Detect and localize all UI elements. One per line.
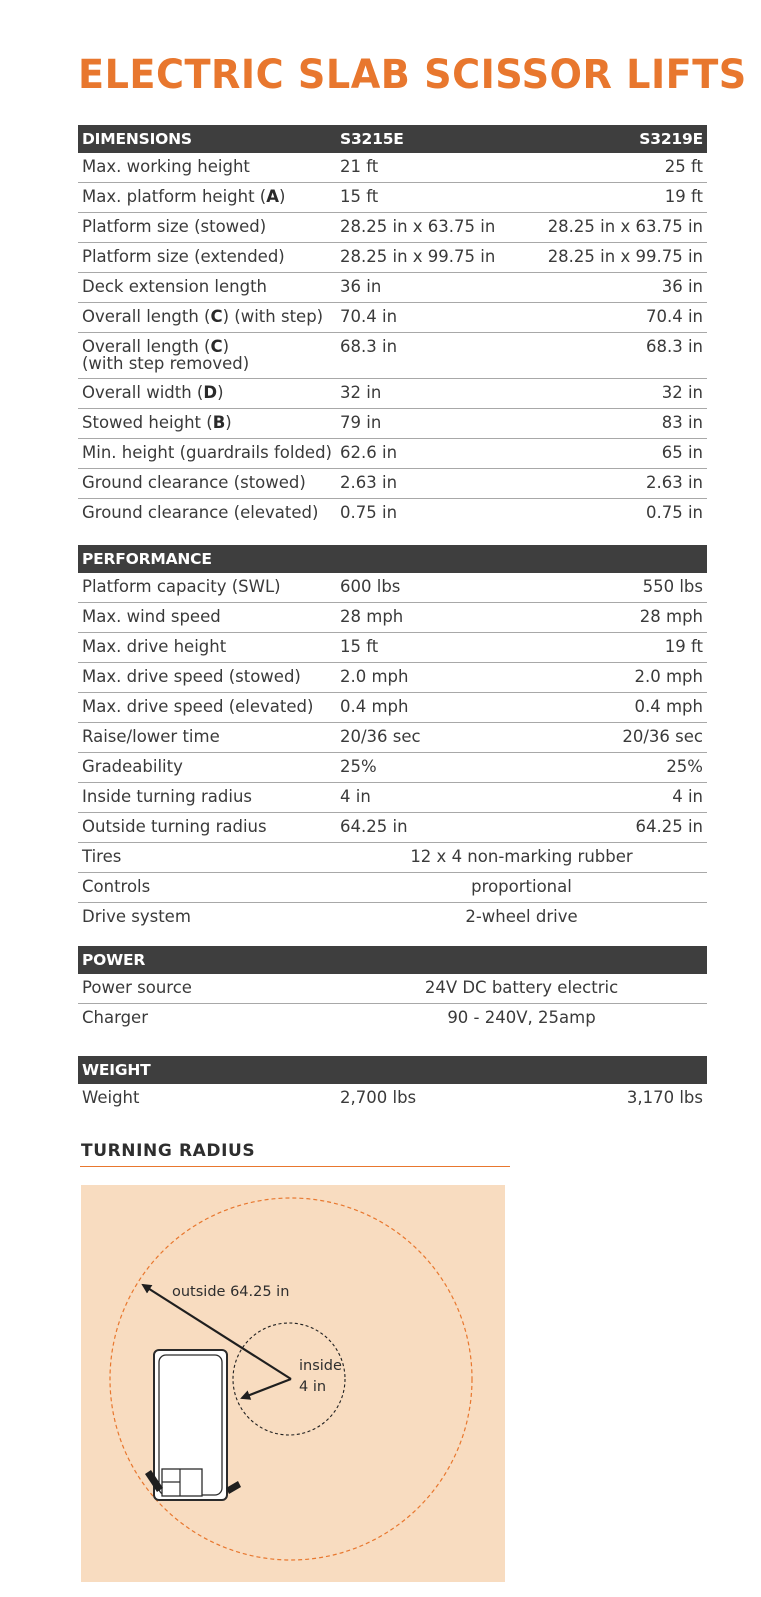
reference-letter: C [210,337,223,356]
spec-label: Ground clearance (stowed) [78,469,336,499]
spec-value-s3215e: 2.63 in [336,469,494,499]
spec-row [78,153,707,183]
lift-top-view-icon [145,1350,241,1500]
spec-value-s3215e: 2,700 lbs [340,1088,417,1107]
spec-row [78,974,707,1004]
spec-value-s3215e: 20/36 sec [336,723,494,753]
spec-label: Platform size (extended) [78,243,336,273]
spec-value-s3219e: 2.63 in [494,469,707,499]
turning-radius-svg [81,1185,505,1582]
spec-value-s3215e: 0.4 mph [336,693,494,723]
spec-row [78,243,707,273]
spec-row [78,499,707,529]
spec-row [78,573,707,603]
spec-value-s3219e: 550 lbs [494,573,707,603]
spec-value-s3219e: 28.25 in x 63.75 in [494,213,707,243]
spec-label: Overall length (C) (with step) [78,303,336,333]
inside-radius-label: inside [299,1358,342,1374]
spec-label: Gradeability [78,753,336,783]
spec-value-s3219e: 83 in [494,409,707,439]
spec-value-s3219e: 32 in [494,379,707,409]
spec-label: Drive system [82,907,191,926]
section-header-power: POWER [78,946,336,974]
spec-row [78,783,707,813]
spec-label: Overall length (C) (with step removed) [78,333,336,379]
spec-value-s3215e: 62.6 in [336,439,494,469]
spec-row [78,303,707,333]
spec-value-s3219e: 0.4 mph [494,693,707,723]
power-table [78,946,707,1033]
spec-value-s3219e: 2.0 mph [494,663,707,693]
spec-label: Max. drive height [78,633,336,663]
spec-label: Power source [78,974,336,1004]
spec-row [78,439,707,469]
spec-value-s3219e: 28.25 in x 99.75 in [494,243,707,273]
spec-value-s3215e: 28.25 in x 63.75 in [336,213,494,243]
spec-value-both: 24V DC battery electric [336,974,707,1004]
power-header-row [78,946,707,974]
spec-value-s3215e: 0.75 in [340,503,398,522]
spec-row [78,213,707,243]
spec-row [78,633,707,663]
spec-row [78,273,707,303]
dimensions-header-row [78,125,707,153]
spec-value-both: 90 - 240V, 25amp [447,1008,596,1027]
spec-value-s3215e: 28 mph [336,603,494,633]
spec-value-s3215e: 36 in [336,273,494,303]
spec-label: Controls [78,873,336,903]
section-header-weight: WEIGHT [78,1056,336,1084]
spec-value-s3215e: 68.3 in [336,333,494,379]
turning-radius-heading: TURNING RADIUS [81,1141,256,1161]
spec-value-s3215e: 79 in [336,409,494,439]
spec-label: Raise/lower time [78,723,336,753]
spec-row [78,379,707,409]
column-header-s3219e: S3219E [494,125,707,153]
column-header-s3215e: S3215E [336,125,494,153]
spec-value-s3215e: 2.0 mph [336,663,494,693]
spec-label: Weight [82,1088,140,1107]
spec-row [78,843,707,873]
spec-row [78,753,707,783]
spec-value-s3219e: 19 ft [494,183,707,213]
spec-label: Max. working height [78,153,336,183]
spec-row [78,603,707,633]
spec-value-s3219e: 25 ft [494,153,707,183]
spec-value-s3215e: 600 lbs [336,573,494,603]
spec-row [78,663,707,693]
spec-value-both: proportional [336,873,707,903]
reference-letter: C [210,307,223,326]
spec-row [78,873,707,903]
spec-value-both: 12 x 4 non-marking rubber [336,843,707,873]
spec-row [78,813,707,843]
spec-value-s3219e: 4 in [494,783,707,813]
spec-label: Max. drive speed (stowed) [78,663,336,693]
section-header-dimensions: DIMENSIONS [78,125,336,153]
spec-label: Max. drive speed (elevated) [78,693,336,723]
spec-label: Deck extension length [78,273,336,303]
spec-label: Max. wind speed [78,603,336,633]
spec-label: Overall width (D) [78,379,336,409]
spec-label: Stowed height (B) [78,409,336,439]
spec-value-s3215e: 4 in [336,783,494,813]
spec-value-both: 2-wheel drive [465,907,578,926]
spec-label: Min. height (guardrails folded) [78,439,336,469]
spec-value-s3219e: 36 in [494,273,707,303]
reference-letter: B [212,413,226,432]
spec-value-s3215e: 64.25 in [336,813,494,843]
inside-radius-value: 4 in [299,1379,327,1395]
spec-value-s3215e: 28.25 in x 99.75 in [336,243,494,273]
spec-row [78,1004,707,1034]
inside-radius-arrow [242,1379,291,1398]
spec-value-s3219e: 64.25 in [494,813,707,843]
outside-radius-label: outside 64.25 in [172,1284,290,1300]
spec-label: Platform size (stowed) [78,213,336,243]
spec-row [78,409,707,439]
spec-label: Outside turning radius [78,813,336,843]
performance-header-row [78,545,707,573]
spec-value-s3215e: 25% [336,753,494,783]
turning-radius-diagram [81,1185,505,1582]
performance-table [78,545,707,932]
spec-row [78,693,707,723]
spec-value-s3219e: 20/36 sec [494,723,707,753]
spec-value-s3215e: 70.4 in [336,303,494,333]
spec-label: Tires [78,843,336,873]
spec-value-s3219e: 65 in [494,439,707,469]
spec-row [78,1084,707,1113]
spec-label: Ground clearance (elevated) [82,503,319,522]
spec-value-s3219e: 70.4 in [494,303,707,333]
weight-header-row [78,1056,707,1084]
reference-letter: A [266,187,280,206]
weight-table [78,1056,707,1113]
spec-label: Max. platform height (A) [78,183,336,213]
spec-value-s3215e: 15 ft [336,183,494,213]
spec-value-s3219e: 28 mph [494,603,707,633]
spec-row [78,333,707,379]
spec-value-s3215e: 15 ft [336,633,494,663]
spec-value-s3215e: 21 ft [336,153,494,183]
spec-value-s3219e: 0.75 in [645,503,703,522]
spec-value-s3219e: 25% [494,753,707,783]
spec-value-s3219e: 3,170 lbs [626,1088,703,1107]
dimensions-table [78,125,707,528]
spec-row [78,469,707,499]
spec-label: Platform capacity (SWL) [78,573,336,603]
spec-value-s3219e: 19 ft [494,633,707,663]
page-title: ELECTRIC SLAB SCISSOR LIFTS [78,52,747,98]
spec-label: Inside turning radius [78,783,336,813]
spec-value-s3219e: 68.3 in [494,333,707,379]
spec-label: Charger [82,1008,148,1027]
spec-row [78,183,707,213]
spec-value-s3215e: 32 in [336,379,494,409]
heading-divider [80,1166,510,1167]
section-header-performance: PERFORMANCE [78,545,336,573]
spec-row [78,723,707,753]
reference-letter: D [203,383,218,402]
spec-row [78,903,707,933]
